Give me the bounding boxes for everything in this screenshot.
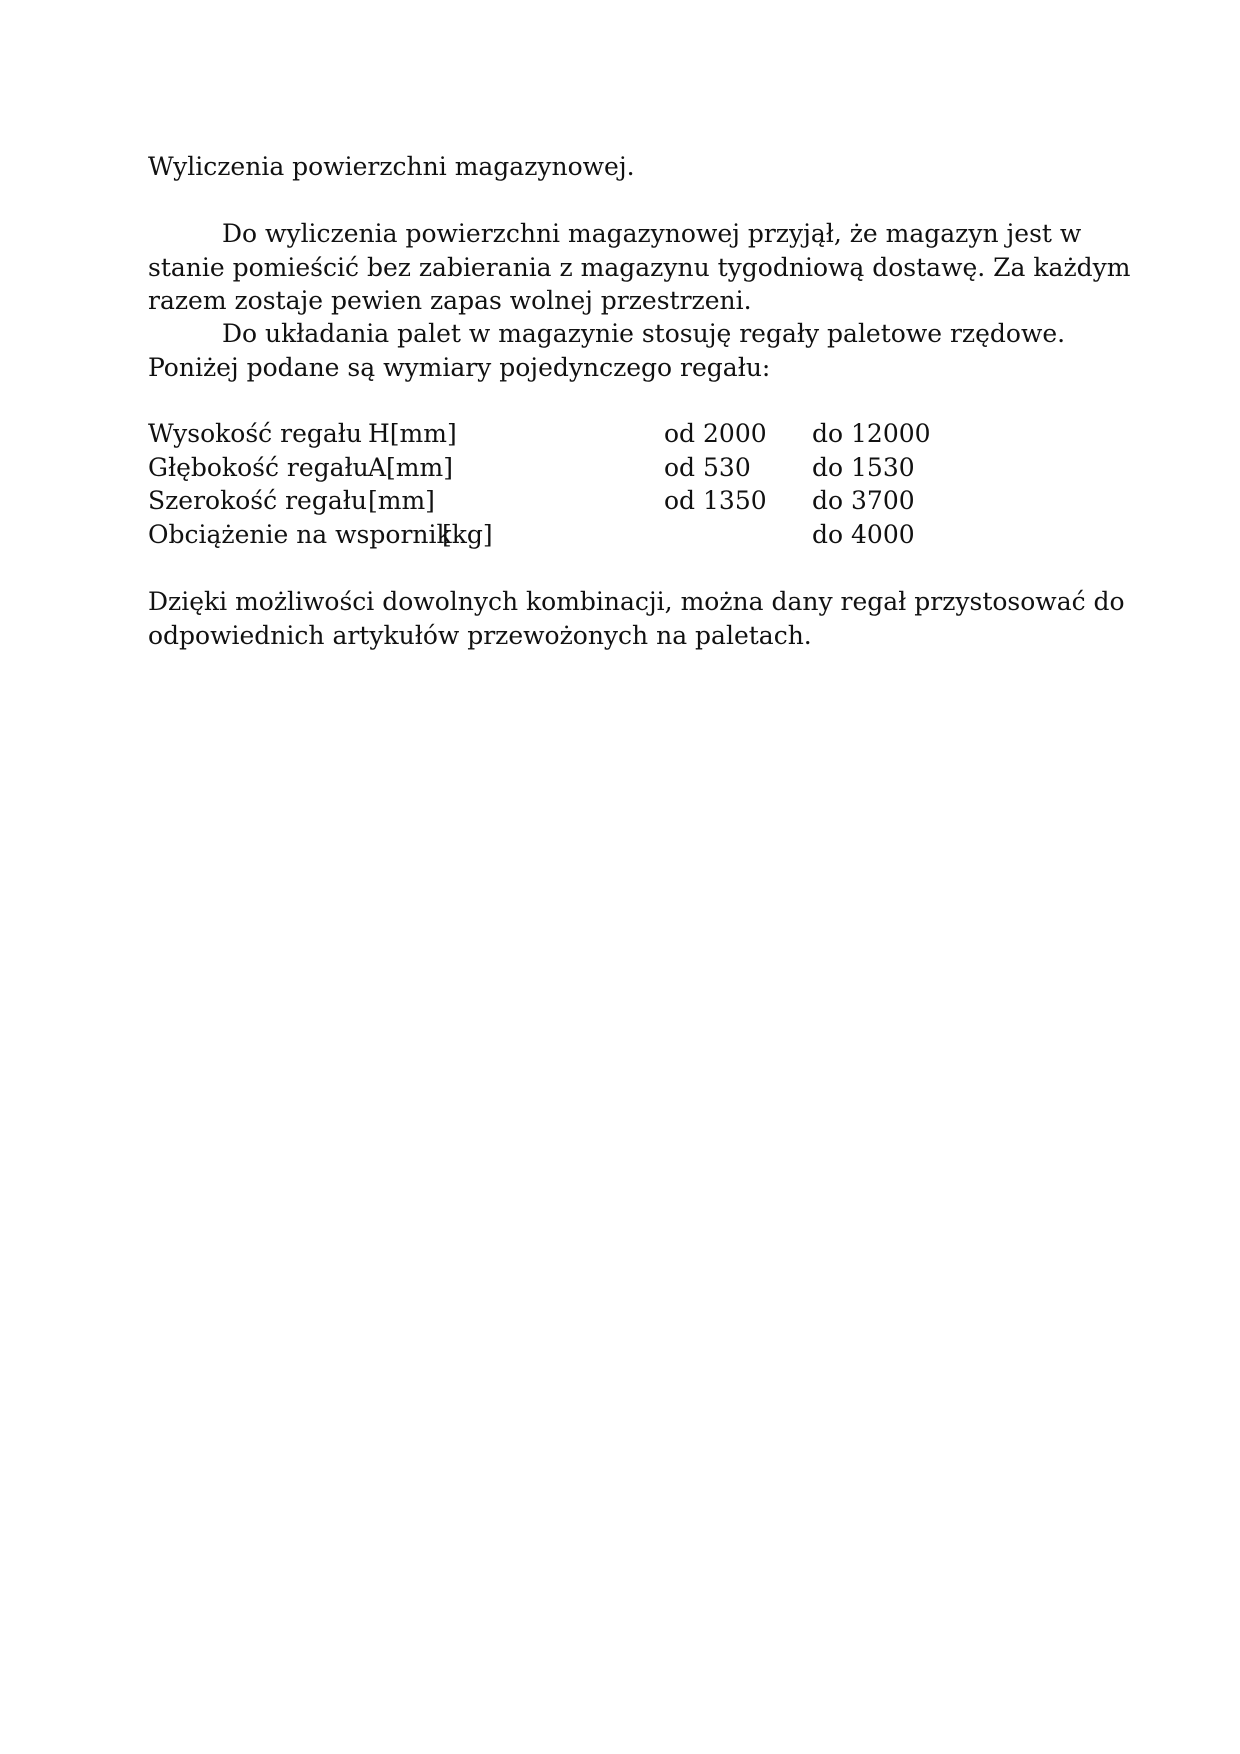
paragraph-line: Do wyliczenia powierzchni magazynowej przyjął, że magazyn jest w xyxy=(222,219,1082,248)
rack-specs-table xyxy=(148,417,931,551)
spec-unit: A[mm] xyxy=(368,452,453,482)
paragraph-pallet-racks xyxy=(148,317,1078,384)
paragraph-line: stanie pomieścić bez zabierania z magazynu tygodniową dostawę. Za każdym xyxy=(148,252,1131,282)
paragraph-combinations xyxy=(148,585,1125,652)
spec-to: do 12000 xyxy=(812,419,931,448)
spec-to: do 1530 xyxy=(812,452,915,482)
spec-label: Wysokość regału xyxy=(148,419,362,448)
spec-row-load xyxy=(148,518,928,552)
document-title: Wyliczenia powierzchni magazynowej. xyxy=(148,152,635,181)
spec-row-depth xyxy=(148,451,928,485)
spec-from: od 1350 xyxy=(664,486,767,515)
paragraph-line: Dzięki możliwości dowolnych kombinacji, można dany regał przystosować do xyxy=(148,587,1125,616)
spec-to: do 4000 xyxy=(812,519,915,549)
paragraph-line: Do układania palet w magazynie stosuję regały paletowe rzędowe. xyxy=(222,319,1066,348)
spec-label: Głębokość regału xyxy=(148,452,369,482)
spec-row-height xyxy=(148,417,931,451)
paragraph-storage-calculation xyxy=(148,217,1131,318)
paragraph-line: razem zostaje pewien zapas wolnej przestrzeni. xyxy=(148,286,752,315)
spec-label: Szerokość regału xyxy=(148,486,367,515)
paragraph-line: Poniżej podane są wymiary pojedynczego regału: xyxy=(148,352,771,382)
spec-unit: H[mm] xyxy=(368,419,457,448)
spec-row-width xyxy=(148,484,928,518)
spec-unit: [kg] xyxy=(442,519,493,549)
spec-from: od 530 xyxy=(664,452,751,482)
spec-unit: [mm] xyxy=(368,486,435,515)
paragraph-line: odpowiednich artykułów przewożonych na paletach. xyxy=(148,620,812,650)
spec-label: Obciążenie na wspornik xyxy=(148,519,452,549)
spec-to: do 3700 xyxy=(812,486,915,515)
spec-from: od 2000 xyxy=(664,419,767,448)
